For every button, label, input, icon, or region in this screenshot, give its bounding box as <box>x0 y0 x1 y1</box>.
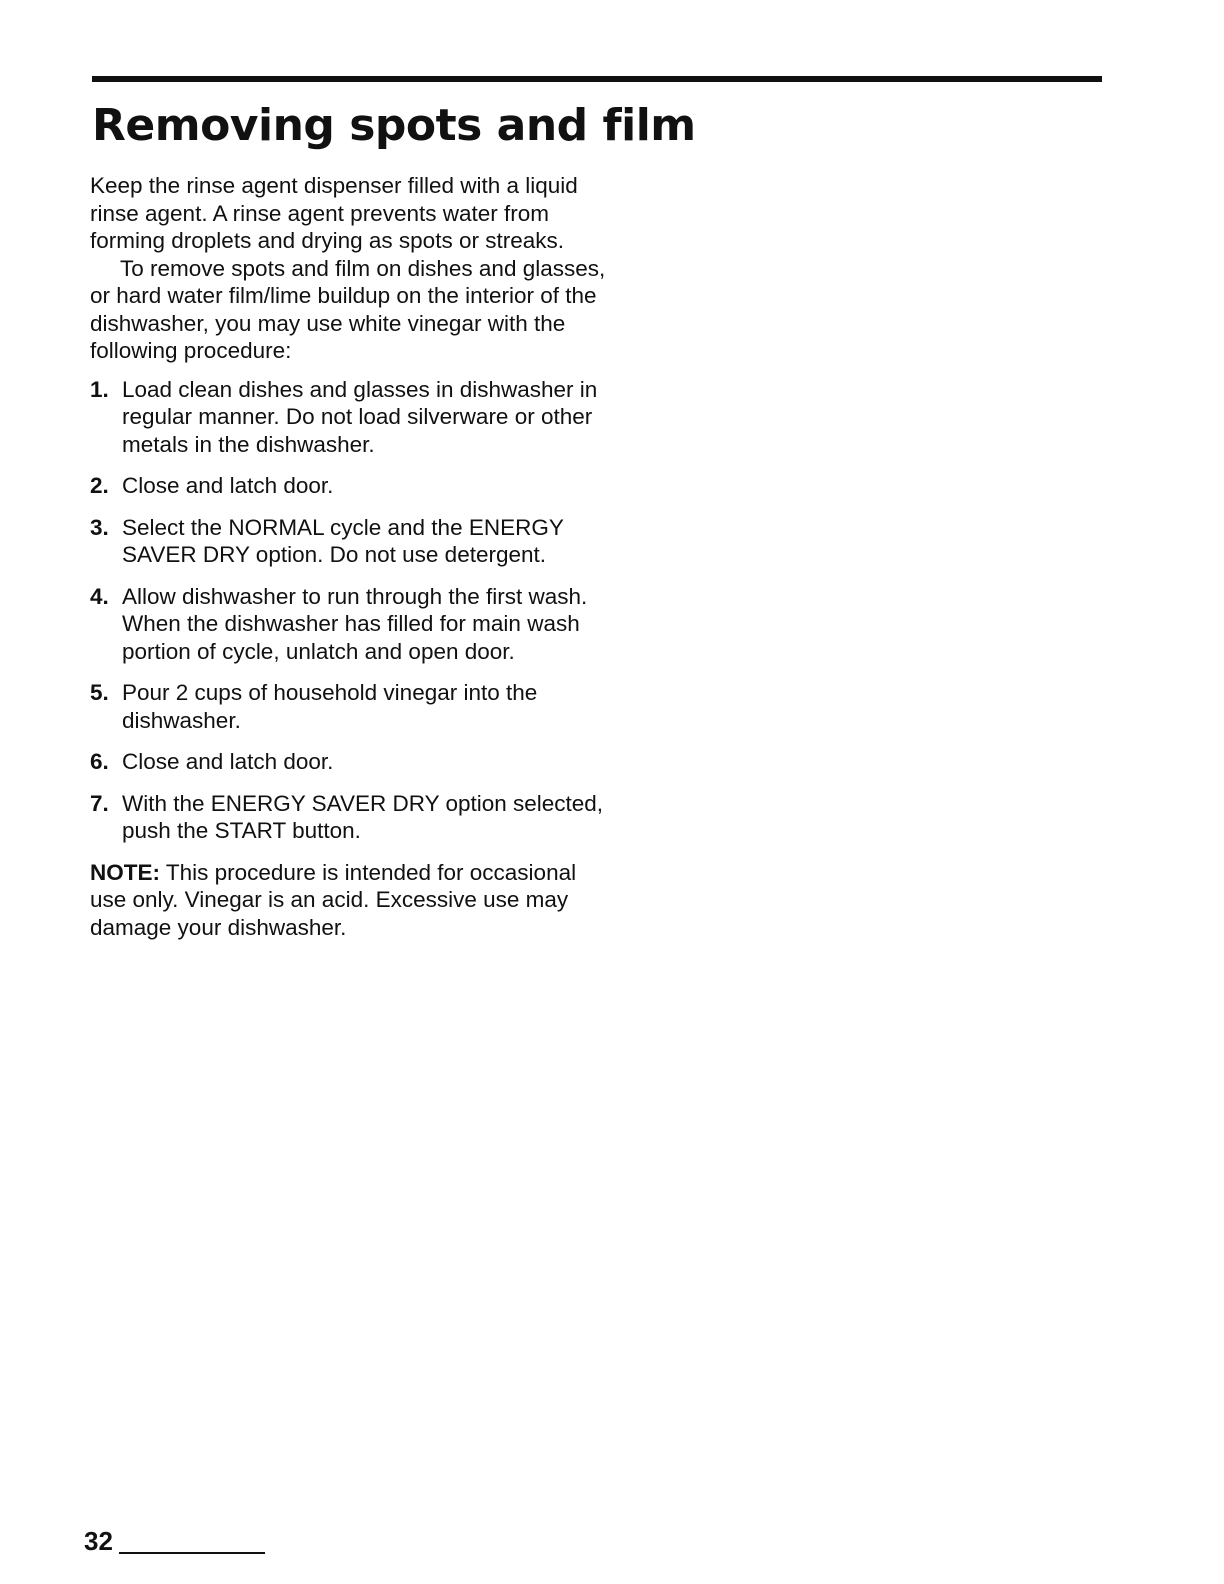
procedure-steps <box>90 376 610 845</box>
step-text: With the ENERGY SAVER DRY option selected, push the START button. <box>122 790 604 843</box>
step-number: 3. <box>90 514 109 540</box>
main-content <box>90 172 610 941</box>
step-number: 5. <box>90 680 109 705</box>
step-text: Allow dishwasher to run through the first wash. When the dishwasher has filled for main wash portion of cycle, unlatch and open door. <box>122 583 588 664</box>
top-rule <box>92 76 1102 82</box>
note-paragraph <box>90 859 610 942</box>
footer-rule <box>119 1552 265 1554</box>
step-item <box>90 376 610 459</box>
note-text: This procedure is intended for occasional use only. Vinegar is an acid. Excessive use may damage your dishwasher. <box>90 859 577 940</box>
page-number: 32 <box>84 1526 113 1556</box>
step-text: Select the NORMAL cycle and the ENERGY SAVER DRY option. Do not use detergent. <box>122 514 564 567</box>
step-item <box>90 748 610 776</box>
intro-paragraph-1: Keep the rinse agent dispenser filled with a liquid rinse agent. A rinse agent prevents water from forming droplets and drying as spots or streaks. <box>90 173 578 253</box>
step-number: 6. <box>90 749 109 774</box>
step-item <box>90 790 610 845</box>
note-label: NOTE: <box>90 859 160 885</box>
step-number: 4. <box>90 583 109 609</box>
step-text: Close and latch door. <box>122 749 334 774</box>
step-item <box>90 679 610 734</box>
step-number: 1. <box>90 376 109 402</box>
page-title: Removing spots and film <box>92 100 696 151</box>
step-text: Close and latch door. <box>122 473 334 498</box>
intro-paragraph-2: To remove spots and film on dishes and glasses, or hard water film/lime buildup on the interior of the dishwasher, you may use white vinegar with the following procedure: <box>90 255 606 363</box>
step-item <box>90 514 610 569</box>
step-number: 2. <box>90 473 109 498</box>
step-text: Pour 2 cups of household vinegar into the dishwasher. <box>122 680 538 733</box>
step-item <box>90 472 610 500</box>
step-text: Load clean dishes and glasses in dishwasher in regular manner. Do not load silverware or other metals in the dishwasher. <box>122 376 598 457</box>
step-number: 7. <box>90 790 109 816</box>
step-item <box>90 583 610 666</box>
page-footer <box>84 1526 265 1556</box>
